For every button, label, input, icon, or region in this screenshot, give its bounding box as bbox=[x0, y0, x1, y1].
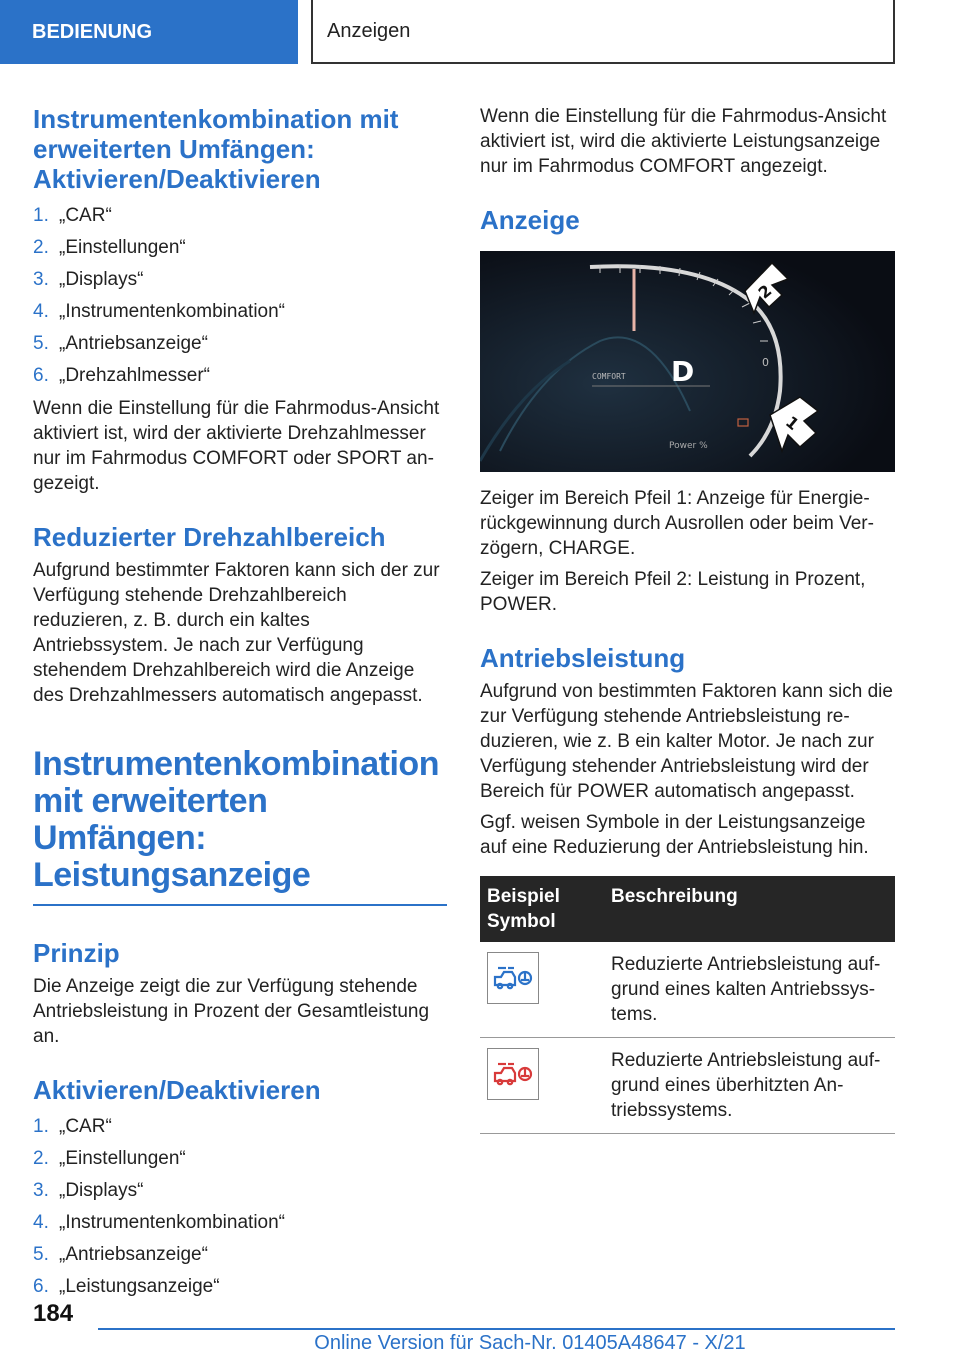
list-item: 5. „Antriebsanzeige“ bbox=[33, 1244, 208, 1265]
heading-activate-extended: Instrumentenkombination mit erweiterten Umfängen: Aktivieren/Deaktivieren bbox=[33, 104, 399, 194]
table-row bbox=[480, 942, 895, 1038]
paragraph-rpm-mode: Wenn die Einstellung für die Fahrmodus-Ansicht aktiviert ist, wird der aktivierte Drehzahlmesser nur im Fahrmodus COMFORT oder SPORT angezeigt. bbox=[33, 398, 440, 494]
chapter-tab bbox=[311, 0, 895, 64]
footer-divider bbox=[98, 1328, 895, 1330]
table-header-description: Beschreibung bbox=[604, 876, 895, 942]
symbol-table bbox=[480, 876, 895, 1134]
zero-label: 0 bbox=[762, 356, 769, 369]
steps-list-1 bbox=[33, 200, 447, 392]
heading-display: Anzeige bbox=[480, 205, 580, 235]
steps-list-2 bbox=[33, 1111, 447, 1303]
cold-drivetrain-icon bbox=[487, 952, 539, 1004]
page-number: 184 bbox=[33, 1300, 74, 1327]
list-item: 4. „Instrumentenkombination“ bbox=[33, 1212, 285, 1233]
caption-arrow-1: Zeiger im Bereich Pfeil 1: Anzeige für Energierückgewinnung durch Ausrollen oder beim Verzögern, CHARGE. bbox=[480, 488, 874, 559]
gear-indicator: D bbox=[671, 355, 695, 388]
caption-arrow-2: Zeiger im Bereich Pfeil 2: Leistung in Prozent, POWER. bbox=[480, 569, 866, 615]
right-column bbox=[480, 104, 895, 1134]
paragraph-power-mode: Wenn die Einstellung für die Fahrmodus-Ansicht aktiviert ist, wird die aktivierte Leistungsanzeige nur im Fahrmodus COMFORT angezeigt. bbox=[480, 106, 887, 177]
drive-mode-label: COMFORT bbox=[592, 372, 626, 381]
heading-drive-power: Antriebsleistung bbox=[480, 643, 686, 673]
svg-text:2: 2 bbox=[754, 280, 776, 303]
paragraph-reduced-rpm: Aufgrund bestimmter Faktoren kann sich der zur Verfügung stehende Drehzahlbereich reduzieren, z. B. durch ein kaltes Antriebssystem. Je nach zur Verfügung stehendem Drehzahlbereich wird die Anzeige des Drehzahlmessers automatisch angepasst. bbox=[33, 560, 440, 706]
chapter-title: Anzeigen bbox=[327, 19, 411, 42]
heading-activate: Aktivieren/Deaktivieren bbox=[33, 1075, 321, 1105]
left-column bbox=[33, 104, 447, 1307]
paragraph-symbols: Ggf. weisen Symbole in der Leistungsanzeige auf eine Reduzierung der Antriebsleistung hin. bbox=[480, 812, 869, 858]
section-title: BEDIENUNG bbox=[32, 20, 153, 43]
row-description: Reduzierte Antriebsleistung aufgrund eines überhitzten Antriebssystems. bbox=[604, 1038, 895, 1134]
list-item: 2. „Einstellungen“ bbox=[33, 1148, 186, 1169]
cluster-illustration bbox=[480, 251, 895, 472]
overheated-drivetrain-icon bbox=[487, 1048, 539, 1100]
scale-label: Power % bbox=[669, 441, 708, 451]
instrument-cluster-figure bbox=[480, 251, 895, 472]
table-header-symbol: Beispiel Symbol bbox=[480, 876, 604, 942]
paragraph-principle: Die Anzeige zeigt die zur Verfügung stehende Antriebsleistung in Prozent der Gesamtleistung an. bbox=[33, 976, 430, 1047]
list-item: 3. „Displays“ bbox=[33, 1180, 144, 1201]
svg-text:1: 1 bbox=[781, 412, 803, 434]
section-tab bbox=[0, 0, 298, 64]
list-item: 1. „CAR“ bbox=[33, 205, 112, 226]
list-item: 2. „Einstellungen“ bbox=[33, 237, 186, 258]
list-item: 6. „Drehzahlmesser“ bbox=[33, 365, 210, 386]
list-item: 5. „Antriebsanzeige“ bbox=[33, 333, 208, 354]
heading-reduced-rpm: Reduzierter Drehzahlbereich bbox=[33, 522, 386, 552]
row-description: Reduzierte Antriebsleistung aufgrund eines kalten Antriebssystems. bbox=[604, 942, 895, 1038]
list-item: 1. „CAR“ bbox=[33, 1116, 112, 1137]
online-version-note: Online Version für Sach-Nr. 01405A48647 - X/21 bbox=[314, 1332, 746, 1354]
list-item: 6. „Leistungsanzeige“ bbox=[33, 1276, 220, 1297]
table-row bbox=[480, 1038, 895, 1134]
list-item: 4. „Instrumentenkombination“ bbox=[33, 301, 285, 322]
paragraph-drive-power: Aufgrund von bestimmten Faktoren kann sich die zur Verfügung stehende Antriebsleistung reduzieren, wie z. B ein kalter Motor. Je nach zur Verfügung stehender Antriebsleistung wird der Bereich für POWER automatisch angepasst. bbox=[480, 681, 893, 802]
main-heading-power-display: Instrumentenkombination mit erweiterten Umfängen: Leistungsanzeige bbox=[33, 746, 447, 906]
list-item: 3. „Displays“ bbox=[33, 269, 144, 290]
heading-principle: Prinzip bbox=[33, 938, 120, 968]
